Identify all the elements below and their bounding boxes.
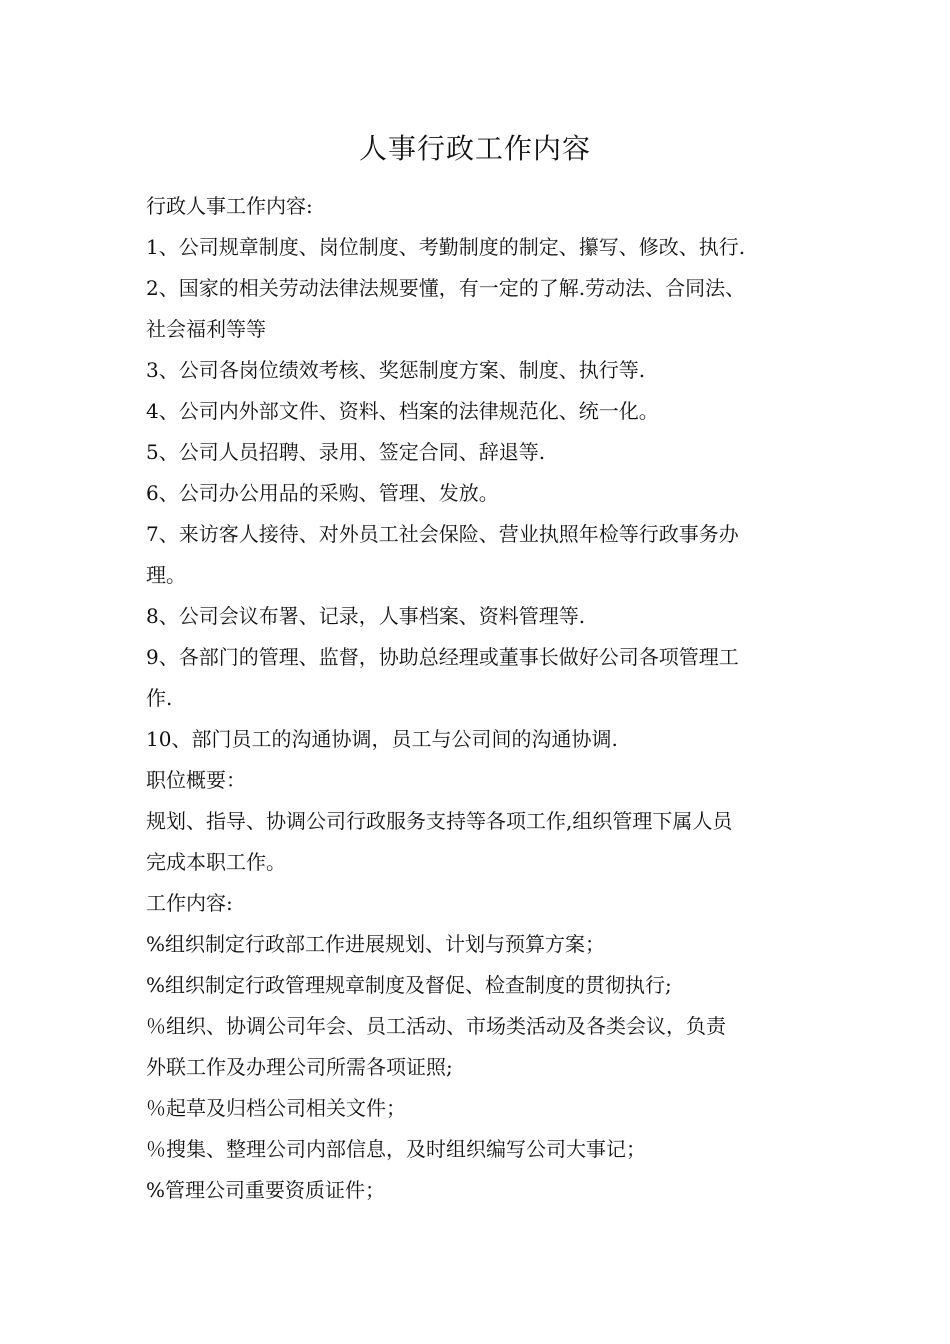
list-item: 4、公司内外部文件、资料、档案的法律规范化、统一化。 — [146, 399, 659, 423]
list-item: 9、各部门的管理、监督，协助总经理或董事长做好公司各项管理工 — [146, 645, 739, 669]
list-item: 8、公司会议布署、记录，人事档案、资料管理等. — [146, 604, 586, 628]
list-item: 3、公司各岗位绩效考核、奖惩制度方案、制度、执行等. — [146, 358, 646, 382]
list-item: 7、来访客人接待、对外员工社会保险、营业执照年检等行政事务办 — [146, 522, 739, 546]
list-item-continuation: 外联工作及办理公司所需各项证照; — [146, 1055, 453, 1079]
section-heading-position-summary: 职位概要： — [146, 768, 246, 792]
paragraph-line: 规划、指导、协调公司行政服务支持等各项工作,组织管理下属人员 — [146, 809, 733, 833]
section-heading-hr-admin: 行政人事工作内容: — [146, 194, 313, 218]
list-item: 6、公司办公用品的采购、管理、发放。 — [146, 481, 499, 505]
list-item-continuation: 理。 — [146, 563, 186, 587]
list-item-continuation: 社会福利等等 — [146, 317, 266, 341]
document-title: 人事行政工作内容 — [358, 132, 591, 165]
list-item-continuation: 作. — [146, 686, 173, 710]
list-item: %组织制定行政部工作进展规划、计划与预算方案； — [146, 932, 606, 956]
list-item: 1、公司规章制度、岗位制度、考勤制度的制定、攥写、修改、执行. — [146, 235, 746, 259]
list-item: 10、部门员工的沟通协调，员工与公司间的沟通协调. — [146, 727, 618, 751]
list-item: ％组织、协调公司年会、员工活动、市场类活动及各类会议，负责 — [146, 1014, 726, 1038]
paragraph-line: 完成本职工作。 — [146, 850, 286, 874]
list-item: %组织制定行政管理规章制度及督促、检查制度的贯彻执行; — [146, 973, 672, 997]
list-item: 5、公司人员招聘、录用、签定合同、辞退等. — [146, 440, 546, 464]
document-body — [146, 186, 816, 1211]
list-item: ％起草及归档公司相关文件； — [146, 1096, 406, 1120]
list-item: 2、国家的相关劳动法律法规要懂，有一定的了解.劳动法、合同法、 — [146, 276, 746, 300]
list-item: ％搜集、整理公司内部信息，及时组织编写公司大事记； — [146, 1137, 646, 1161]
list-item: %管理公司重要资质证件； — [146, 1178, 386, 1202]
section-heading-work-content: 工作内容: — [146, 891, 233, 915]
